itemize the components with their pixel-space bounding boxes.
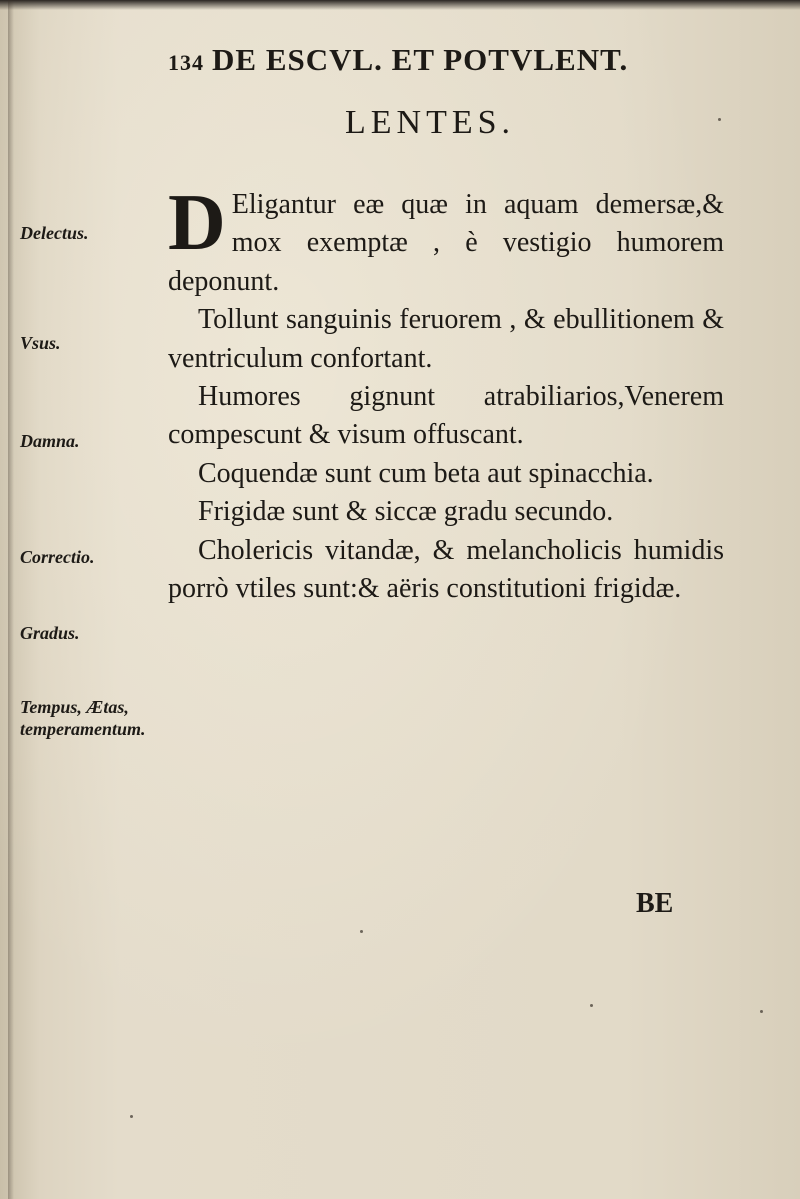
running-title: DE ESCVL. ET POTVLENT. bbox=[212, 42, 629, 77]
page-number: 134 bbox=[168, 50, 204, 75]
catchword: BE bbox=[636, 888, 674, 919]
paragraph-damna: Humores gignunt atrabiliarios,Venerem compescunt & visum offuscant. bbox=[168, 381, 724, 451]
paragraph-correctio: Coquendæ sunt cum beta aut spinacchia. bbox=[198, 457, 654, 489]
margin-note-damna: Damna. bbox=[20, 431, 80, 451]
drop-cap: D bbox=[168, 179, 226, 267]
paragraph-delectus: D Eligantur eæ quæ in aquam demersæ,& mox exemptæ , è vestigio humorem deponunt. bbox=[168, 179, 724, 297]
running-head bbox=[168, 42, 728, 78]
paragraph-gradus: Frigidæ sunt & siccæ gradu secundo. bbox=[198, 496, 614, 528]
margin-note-tempus: Tempus, Ætas, temperamentum. bbox=[20, 697, 146, 739]
margin-note-gradus: Gradus. bbox=[20, 623, 80, 643]
binding-gutter bbox=[8, 0, 14, 1199]
margin-note-usus: Vsus. bbox=[20, 333, 61, 353]
margin-note-correctio: Correctio. bbox=[20, 547, 95, 567]
paragraph-usus: Tollunt sanguinis feruorem , & ebullitionem & ventriculum confortant. bbox=[168, 304, 724, 374]
page-top-edge bbox=[0, 0, 800, 10]
section-title: LENTES. bbox=[345, 104, 516, 141]
main-text bbox=[168, 179, 724, 608]
paragraph-tempus: Cholericis vitandæ, & melancholicis humidis porrò vtiles sunt:& aëris constitutioni frigidæ. bbox=[168, 534, 724, 605]
margin-note-delectus: Delectus. bbox=[20, 223, 89, 243]
